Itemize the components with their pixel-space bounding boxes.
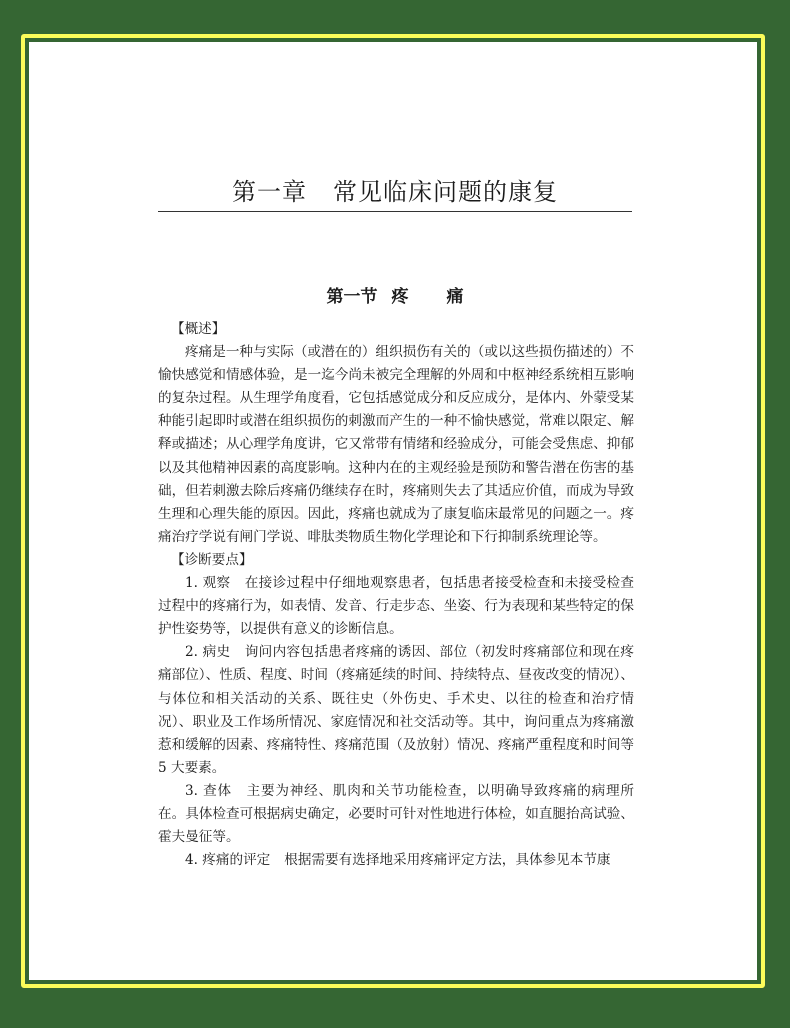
item-text: 在接诊过程中仔细地观察患者，包括患者接受检查和未接受检查过程中的疼痛行为，如表情、发音、行走步态、坐姿、行为表现和某些特定的保护性姿势等，以提供有意义的诊断信息。 xyxy=(158,575,634,638)
item-label: 1. 观察 xyxy=(185,575,231,592)
item-text: 主要为神经、肌肉和关节功能检查，以明确导致疼痛的病理所在。具体检查可根据病史确定，必要时可针对性地进行体检，如直腿抬高试验、霍夫曼征等。 xyxy=(158,782,634,846)
section-title xyxy=(0,282,790,307)
item-label: 2. 病史 xyxy=(185,644,231,661)
item-label: 3. 查体 xyxy=(185,782,232,799)
diagnosis-heading: 【诊断要点】 xyxy=(171,551,253,568)
section-name-part2: 痛 xyxy=(446,287,464,307)
chapter-title xyxy=(0,172,790,207)
chapter-divider xyxy=(158,211,632,212)
overview-paragraph: 疼痛是一种与实际（或潜在的）组织损伤有关的（或以这些损伤描述的）不愉快感觉和情感体验，是一迄今尚未被完全理解的外周和中枢神经系统相互影响的复杂过程。从生理学角度看，它包括感觉成分和反应成分，是体内、外蒙受某种能引起即时或潜在组织损伤的刺激而产生的一种不愉快感觉，常难以限定、解释或描述；从心理学角度讲，它又常带有情绪和经验成分，可能会受焦虑、抑郁以及其他精神因素的高度影响。这种内在的主观经验是预防和警告潜在伤害的基础，但若刺激去除后疼痛仍继续存在时，疼痛则失去了其适应价值，而成为导致生理和心理失能的原因。因此，疼痛也就成为了康复临床最常见的问题之一。疼痛治疗学说有闸门学说、啡肽类物质生物化学理论和下行抑制系统理论等。 xyxy=(158,344,634,545)
section-name-part1: 疼 xyxy=(391,287,409,307)
overview-heading: 【概述】 xyxy=(171,321,226,337)
chapter-name: 常见临床问题的康复 xyxy=(333,178,558,206)
diagnosis-item xyxy=(158,572,634,641)
diagnosis-item xyxy=(158,849,634,872)
diagnosis-item xyxy=(158,780,634,849)
body-text xyxy=(158,318,634,872)
chapter-number: 第一章 xyxy=(232,178,307,206)
item-text: 根据需要有选择地采用疼痛评定方法，具体参见本节康 xyxy=(284,852,611,869)
diagnosis-item xyxy=(158,641,634,780)
item-text: 询问内容包括患者疼痛的诱因、部位（初发时疼痛部位和现在疼痛部位）、性质、程度、时间（疼痛延续的时间、持续特点、昼夜改变的情况）、与体位和相关活动的关系、既往史（外伤史、手术史、以往的检查和治疗情况）、职业及工作场所情况、家庭情况和社交活动等。其中，询问重点为疼痛激惹和缓解的因素、疼痛特性、疼痛范围（及放射）情况、疼痛严重程度和时间等 5 大要素。 xyxy=(158,644,634,776)
section-number: 第一节 xyxy=(326,287,378,307)
item-label: 4. 疼痛的评定 xyxy=(185,852,271,869)
